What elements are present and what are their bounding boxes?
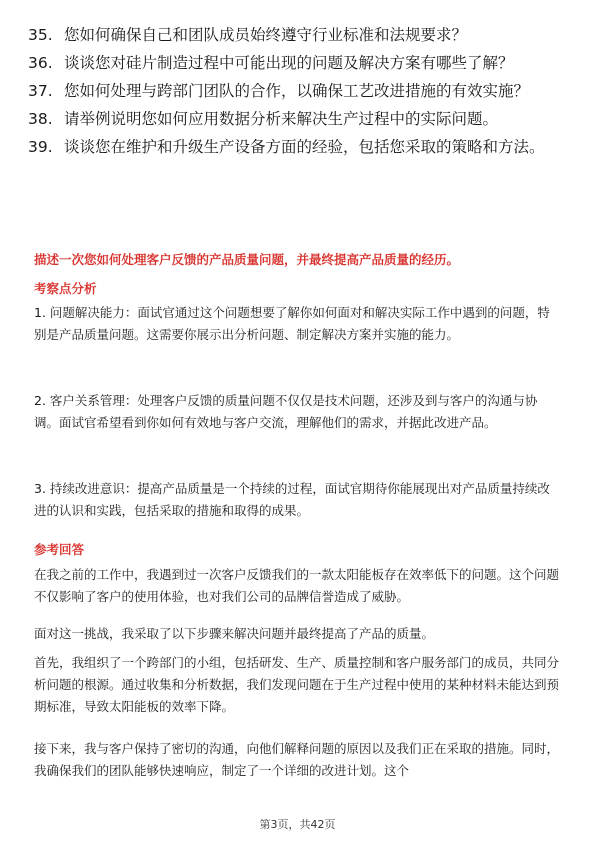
question-number: 38. — [28, 110, 53, 128]
question-text: 您如何确保自己和团队成员始终遵守行业标准和法规要求？ — [64, 26, 468, 44]
question-number: 39. — [28, 138, 53, 156]
answer-paragraph: 面对这一挑战，我采取了以下步骤来解决问题并最终提高了产品的质量。 — [34, 626, 435, 641]
question-list — [28, 24, 568, 164]
answer-paragraph: 接下来，我与客户保持了密切的沟通，向他们解释问题的原因以及我们正在采取的措施。同时，我确保我们的团队能够快速响应，制定了一个详细的改进计划。这个 — [34, 741, 560, 778]
question-text: 请举例说明您如何应用数据分析来解决生产过程中的实际问题。 — [64, 110, 499, 128]
question-text: 谈谈您对硅片制造过程中可能出现的问题及解决方案有哪些了解？ — [64, 54, 514, 72]
page-footer: 第3页，共42页 — [259, 818, 336, 831]
question-item — [28, 80, 568, 102]
analysis-heading: 考察点分析 — [34, 281, 97, 296]
question-item — [28, 136, 568, 158]
question-number: 35. — [28, 26, 53, 44]
question-item — [28, 24, 568, 46]
question-number: 37. — [28, 82, 53, 100]
analysis-point: 1. 问题解决能力：面试官通过这个问题想要了解你如何面对和解决实际工作中遇到的问题，特别是产品质量问题。这需要你展示出分析问题、制定解决方案并实施的能力。 — [34, 305, 550, 342]
question-text: 您如何处理与跨部门团队的合作，以确保工艺改进措施的有效实施？ — [64, 82, 530, 100]
analysis-point: 2. 客户关系管理：处理客户反馈的质量问题不仅仅是技术问题，还涉及到与客户的沟通与协调。面试官希望看到你如何有效地与客户交流，理解他们的需求，并据此改进产品。 — [34, 393, 538, 430]
question-item — [28, 108, 568, 130]
question-item — [28, 52, 568, 74]
question-number: 36. — [28, 54, 53, 72]
answer-paragraph: 在我之前的工作中，我遇到过一次客户反馈我们的一款太阳能板存在效率低下的问题。这个问题不仅影响了客户的使用体验，也对我们公司的品牌信誉造成了威胁。 — [34, 567, 560, 604]
answer-paragraph: 首先，我组织了一个跨部门的小组，包括研发、生产、质量控制和客户服务部门的成员，共同分析问题的根源。通过收集和分析数据，我们发现问题在于生产过程中使用的某种材料未能达到预期标准，导致太阳能板的效率下降。 — [34, 655, 560, 714]
question-text: 谈谈您在维护和升级生产设备方面的经验，包括您采取的策略和方法。 — [64, 138, 545, 156]
answer-heading: 参考回答 — [34, 542, 85, 557]
analysis-point: 3. 持续改进意识：提高产品质量是一个持续的过程，面试官期待你能展现出对产品质量持续改进的认识和实践，包括采取的措施和取得的成果。 — [34, 481, 550, 518]
highlight-question: 描述一次您如何处理客户反馈的产品质量问题，并最终提高产品质量的经历。 — [34, 252, 460, 267]
